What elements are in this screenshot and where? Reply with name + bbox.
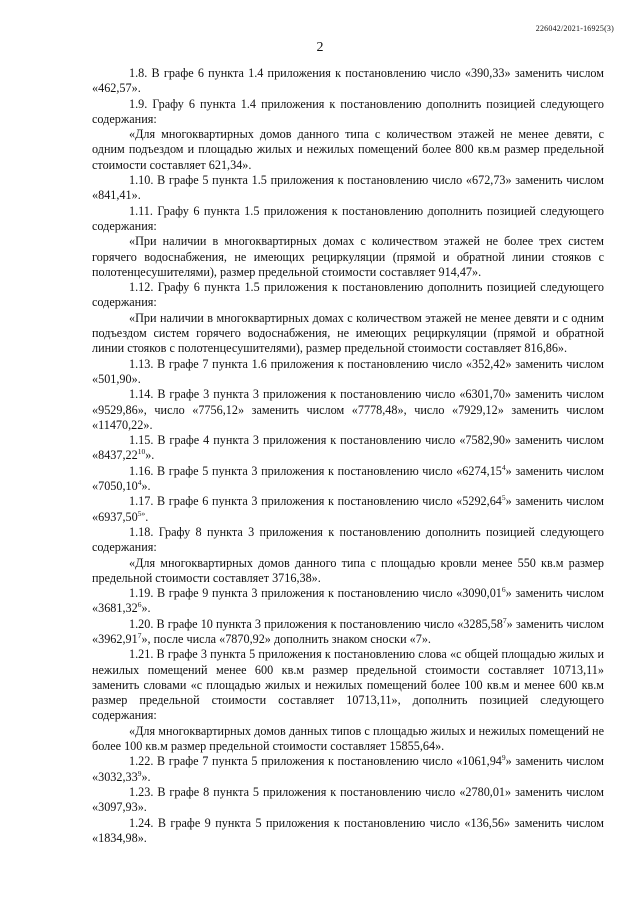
paragraph-text: «Для многоквартирных домов данного типа с площадью кровли менее 550 кв.м размер предельной стоимости составляет 3716,38». (92, 555, 604, 585)
footnote-mark: 9 (137, 768, 142, 778)
amendment-item-paragraph (92, 433, 604, 464)
amendment-item-paragraph (92, 647, 604, 723)
paragraph-text: 1.14. В графе 3 пункта 3 приложения к постановлению число «6301,70» заменить числом «9529,86», число «7756,12» заменить числом «7778,48», число «7929,12» заменить числом «11470,22». (92, 387, 604, 432)
paragraph-text: » заменить числом «3681,32 (92, 586, 604, 616)
footnote-mark: 6 (137, 600, 142, 610)
paragraph-text: «При наличии в многоквартирных домах с количеством этажей не более трех систем горячего водоснабжения, не имеющих рециркуляции (прямой и обратной линии стояков с полотенцесушителями), размер предельной стоимости составляет 914,47». (92, 234, 604, 279)
amendment-item-paragraph (92, 173, 604, 204)
amendment-item-paragraph (92, 464, 604, 495)
paragraph-text: ». (141, 769, 151, 784)
quoted-provision-paragraph (92, 311, 604, 357)
paragraph-text: 1.12. Графу 6 пункта 1.5 приложения к постановлению дополнить позицией следующего содержания: (92, 280, 604, 310)
quoted-provision-paragraph (92, 556, 604, 587)
amendment-item-paragraph (92, 387, 604, 433)
footnote-mark: 6 (501, 585, 506, 595)
paragraph-text: », после числа «7870,92» дополнить знаком сноски «7». (141, 631, 431, 646)
quoted-provision-paragraph (92, 724, 604, 755)
amendment-item-paragraph (92, 66, 604, 97)
amendment-item-paragraph (92, 785, 604, 816)
amendment-item-paragraph (92, 525, 604, 556)
quoted-provision-paragraph (92, 127, 604, 173)
amendment-item-paragraph (92, 494, 604, 525)
paragraph-text: «Для многоквартирных домов данных типов с площадью жилых и нежилых помещений не более 100 кв.м размер предельной стоимости составляет 15855,64». (92, 723, 604, 754)
paragraph-text: ». (145, 448, 155, 463)
paragraph-text: » заменить числом «6937,50 (92, 494, 604, 524)
paragraph-text: ». (141, 479, 151, 494)
paragraph-text: 1.13. В графе 7 пункта 1.6 приложения к постановлению число «352,42» заменить числом «501,90». (92, 356, 604, 386)
amendment-item-paragraph (92, 816, 604, 847)
amendment-item-paragraph (92, 754, 604, 785)
amendment-item-paragraph (92, 617, 604, 648)
paragraph-text: 1.20. В графе 10 пункта 3 приложения к постановлению число «3285,58 (129, 616, 503, 631)
amendment-item-paragraph (92, 357, 604, 388)
amendment-item-paragraph (92, 586, 604, 617)
paragraph-text: 1.23. В графе 8 пункта 5 приложения к постановлению число «2780,01» заменить числом «3097,93». (92, 784, 604, 815)
footnote-mark: 7 (137, 630, 142, 640)
footnote-mark: 10 (137, 447, 146, 457)
paragraph-text: 1.15. В графе 4 пункта 3 приложения к постановлению число «7582,90» заменить числом «8437,22 (92, 433, 604, 463)
page-number: 2 (316, 40, 324, 55)
paragraph-text: 1.19. В графе 9 пункта 3 приложения к постановлению число «3090,01 (129, 586, 502, 601)
paragraph-text: 1.10. В графе 5 пункта 1.5 приложения к постановлению число «672,73» заменить числом «841,41». (92, 173, 604, 203)
footnote-mark: 5 (501, 493, 506, 503)
quoted-provision-paragraph (92, 234, 604, 280)
paragraph-text: » заменить числом «7050,10 (92, 463, 604, 494)
amendment-item-paragraph (92, 204, 604, 235)
amendment-item-paragraph (92, 97, 604, 128)
paragraph-text: 1.22. В графе 7 пункта 5 приложения к постановлению число «1061,94 (129, 754, 502, 769)
footnote-mark: 9 (501, 753, 506, 763)
footnote-mark: 4 (137, 478, 142, 488)
footnote-mark: 4 (501, 462, 506, 472)
paragraph-text: . (145, 509, 149, 524)
document-registration-number: 226042/2021-16925(3) (535, 24, 614, 33)
paragraph-text: 1.24. В графе 9 пункта 5 приложения к постановлению число «136,56» заменить числом «1834,98». (92, 815, 604, 845)
footnote-mark: 5» (137, 508, 146, 518)
paragraph-text: 1.9. Графу 6 пункта 1.4 приложения к постановлению дополнить позицией следующего содержания: (92, 96, 604, 126)
paragraph-text: 1.16. В графе 5 пункта 3 приложения к постановлению число «6274,15 (129, 463, 502, 478)
amendment-item-paragraph (92, 280, 604, 311)
paragraph-text: «При наличии в многоквартирных домах с количеством этажей не менее девяти и с одним подъездом систем горячего водоснабжения, не имеющих рециркуляции (прямой и обратной линии стояков с полотенцесушителями), размер предельной стоимости составляет 816,86». (92, 310, 604, 356)
paragraph-text: 1.11. Графу 6 пункта 1.5 приложения к постановлению дополнить позицией следующего содержания: (92, 203, 604, 233)
paragraph-text: 1.8. В графе 6 пункта 1.4 приложения к постановлению число «390,33» заменить числом «462,57». (92, 66, 604, 96)
paragraph-text: » заменить числом «3962,91 (92, 616, 604, 646)
paragraph-text: 1.21. В графе 3 пункта 5 приложения к постановлению слова «с общей площадью жилых и нежилых помещений менее 600 кв.м размер предельной стоимости составляет 10713,11» заменить словами «с площадью жилых и нежилых помещений более 100 кв.м и менее 600 кв.м размер предельной стоимости составляет 10713,11», дополнить позицией следующего содержания: (92, 647, 604, 723)
document-body (92, 66, 604, 846)
paragraph-text: 1.18. Графу 8 пункта 3 приложения к постановлению дополнить позицией следующего содержания: (92, 524, 604, 555)
paragraph-text: » заменить числом «3032,33 (92, 754, 604, 784)
footnote-mark: 7 (502, 615, 507, 625)
paragraph-text: ». (141, 601, 151, 616)
paragraph-text: 1.17. В графе 6 пункта 3 приложения к постановлению число «5292,64 (129, 494, 502, 509)
paragraph-text: «Для многоквартирных домов данного типа с количеством этажей не менее девяти, с одним подъездом и площадью жилых и нежилых помещений более 800 кв.м размер предельной стоимости составляет 621,34». (92, 127, 604, 172)
